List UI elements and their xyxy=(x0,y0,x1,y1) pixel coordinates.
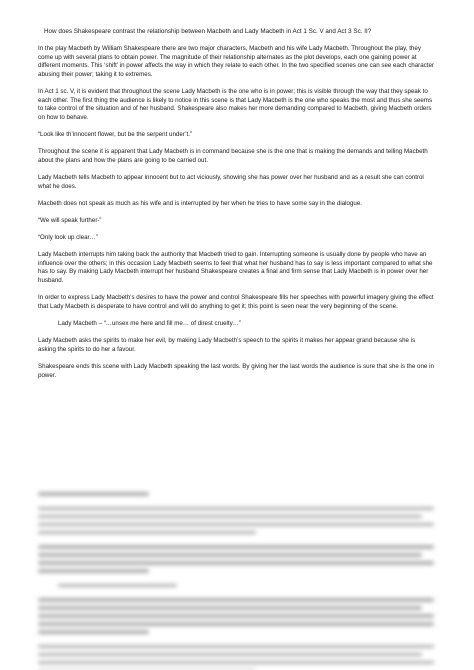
paragraph: Throughout the scene it is apparent that Lady Macbeth is in command because she is the one that is making the demands and telling Macbeth about the plans and how the plans are going to be carried out. xyxy=(38,148,428,164)
paragraph: Shakespeare ends this scene with Lady Macbeth speaking the last words. By giving her the last words the audience is sure that she is the one in power. xyxy=(38,362,434,379)
quotation: “Look like th’innocent flower, but be the serpent under’t.” xyxy=(38,130,192,138)
paragraph: Lady Macbeth tells Macbeth to appear innocent but to act viciously, showing she has power over her husband and as a result she can control what he does. xyxy=(38,173,424,190)
paragraph: In Act 1 sc. V, it is evident that throughout the scene Lady Macbeth is the one who is in power; this is visible through the way that they speak to each other. The first thing the audience is likely to notice in this scene is that Lady Macbeth is the one who speaks the most and thus she seems to take control of the situation and of her husband. Shakespeare also makes her more demanding compared to Macbeth, giving Macbeth orders on how to behave. xyxy=(38,87,433,121)
quotation: “Only look up clear…” xyxy=(38,234,98,242)
paragraph: Lady Macbeth interrupts him taking back the authority that Macbeth tried to gain. Interrupting someone is usually done by people who have an influence over the others; in this occasion Lady Macbeth seems to feel that what her husband has to say is less important compared to what she has to say. By making Lady Macbeth interrupt her husband Shakespeare creates a final and firm sense that Lady Macbeth is in power over her husband. xyxy=(38,251,433,285)
blurred-preview-text xyxy=(38,492,434,670)
document-title: How does Shakespeare contrast the relationship between Macbeth and Lady Macbeth in Act 1 Sc. V and Act 3 Sc. II? xyxy=(44,28,372,35)
quotation: “We will speak further-” xyxy=(38,216,102,224)
paragraph: In order to express Lady Macbeth’s desires to have the power and control Shakespeare fills her speeches with powerful imagery giving the effect that Lady Macbeth is desperate to have control and will do anything to get it; this point is seen near the very beginning of the scene. xyxy=(38,294,434,310)
paragraph: In the play Macbeth by William Shakespeare there are two major characters, Macbeth and his wife Lady Macbeth. Throughout the play, they come up with several plans to obtain power. The magnitude of their relationship alternates as the plot develops, each one gaining power at different moments. This ‘shift’ in power affects the way in which they relate to each other. In the two specified scenes one can see each character abusing their power; taking it to extremes. xyxy=(38,45,434,78)
paragraph: Lady Macbeth asks the spirits to make her evil, by making Lady Macbeth’s speech to the spirits it makes her appear grand because she is asking the spirits to do her a favour. xyxy=(38,337,416,353)
paragraph: Macbeth does not speak as much as his wife and is interrupted by her when he tries to have some say in the dialogue. xyxy=(38,199,362,207)
quotation: Lady Macbeth – “…unsex me here and fill me… of direst cruelty…” xyxy=(58,320,241,327)
